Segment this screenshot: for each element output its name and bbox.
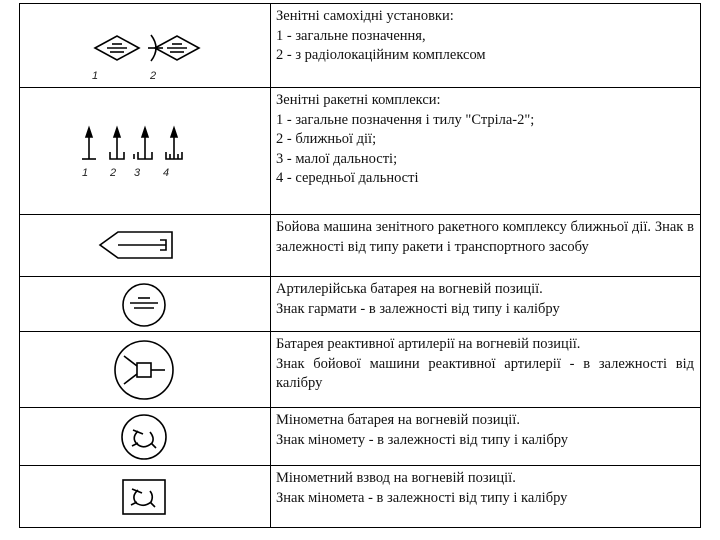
zrk-symbols bbox=[20, 88, 270, 215]
symbol-cell bbox=[20, 466, 271, 528]
combat-vehicle-description bbox=[271, 215, 701, 277]
desc-line: 2 - ближньої дії; bbox=[276, 131, 377, 147]
combat-vehicle-icon bbox=[20, 215, 270, 277]
zrk-short-range-icon bbox=[110, 128, 124, 159]
symbol-cell bbox=[20, 4, 271, 88]
zrk-description bbox=[271, 88, 701, 215]
desc-line: 1 - загальне позначення і тилу "Стріла-2"; bbox=[276, 111, 535, 128]
mortar-platoon-icon bbox=[20, 466, 270, 528]
zsu-label-2: 2 bbox=[150, 70, 157, 82]
zrk-medium-range-icon bbox=[166, 128, 182, 159]
table-row bbox=[20, 332, 701, 408]
symbol-cell bbox=[20, 215, 271, 277]
mortar-platoon-description bbox=[271, 466, 701, 528]
desc-line: 1 - загальне позначення, bbox=[276, 27, 426, 44]
desc-line: 2 - з радіолокаційним комплексом bbox=[276, 47, 486, 63]
rocket-artillery-battery-icon bbox=[20, 332, 270, 408]
zrk-label-4: 4 bbox=[163, 167, 170, 179]
rocket-artillery-battery-description bbox=[271, 332, 701, 408]
desc-line: Батарея реактивної артилерії на вогневій позиції. bbox=[276, 336, 581, 352]
desc-line: Знак міномету - в залежності від типу і калібру bbox=[276, 431, 569, 448]
desc-line: Мінометна батарея на вогневій позиції. bbox=[276, 412, 520, 428]
symbol-cell bbox=[20, 332, 271, 408]
mortar-battery-icon bbox=[20, 408, 270, 466]
zrk-low-range-icon bbox=[134, 128, 152, 159]
desc-line: Мінометний взвод на вогневій позиції. bbox=[276, 470, 516, 486]
artillery-battery-icon bbox=[20, 277, 270, 332]
table-row bbox=[20, 4, 701, 88]
table-row bbox=[20, 88, 701, 215]
desc-line: Бойова машина зенітного ракетного комплексу ближньої дії. Знак в залежності від типу ракети і транспортного засобу bbox=[276, 219, 694, 255]
desc-line: Знак мінометa - в залежності від типу і калібру bbox=[276, 489, 568, 506]
zrk-label-1: 1 bbox=[82, 167, 89, 179]
symbol-cell bbox=[20, 408, 271, 466]
zsu-label-1: 1 bbox=[92, 70, 99, 82]
table-row bbox=[20, 408, 701, 466]
symbol-cell bbox=[20, 88, 271, 215]
table-row bbox=[20, 215, 701, 277]
zrk-label-2: 2 bbox=[110, 167, 117, 179]
table-row bbox=[20, 277, 701, 332]
zsu-symbols bbox=[20, 4, 270, 88]
desc-line: 3 - малої дальності; bbox=[276, 150, 398, 167]
mortar-battery-description bbox=[271, 408, 701, 466]
desc-line: Знак бойової машини реактивної артилерії - в залежності від калібру bbox=[276, 355, 694, 391]
desc-line: Знак гармати - в залежності від типу і калібру bbox=[276, 300, 560, 317]
artillery-battery-description bbox=[271, 277, 701, 332]
desc-line: Зенітні ракетні комплекси: bbox=[276, 92, 441, 108]
symbol-cell bbox=[20, 277, 271, 332]
desc-line: Зенітні самохідні установки: bbox=[276, 8, 454, 24]
zsu-description bbox=[271, 4, 701, 88]
symbols-table bbox=[19, 3, 701, 528]
zsu-general-icon bbox=[95, 36, 139, 60]
desc-line: Артилерійська батарея на вогневій позиції. bbox=[276, 281, 543, 297]
zsu-radar-icon bbox=[148, 35, 199, 61]
zrk-label-3: 3 bbox=[134, 167, 141, 179]
desc-line: 4 - середньої дальності bbox=[276, 170, 419, 186]
table-row bbox=[20, 466, 701, 528]
